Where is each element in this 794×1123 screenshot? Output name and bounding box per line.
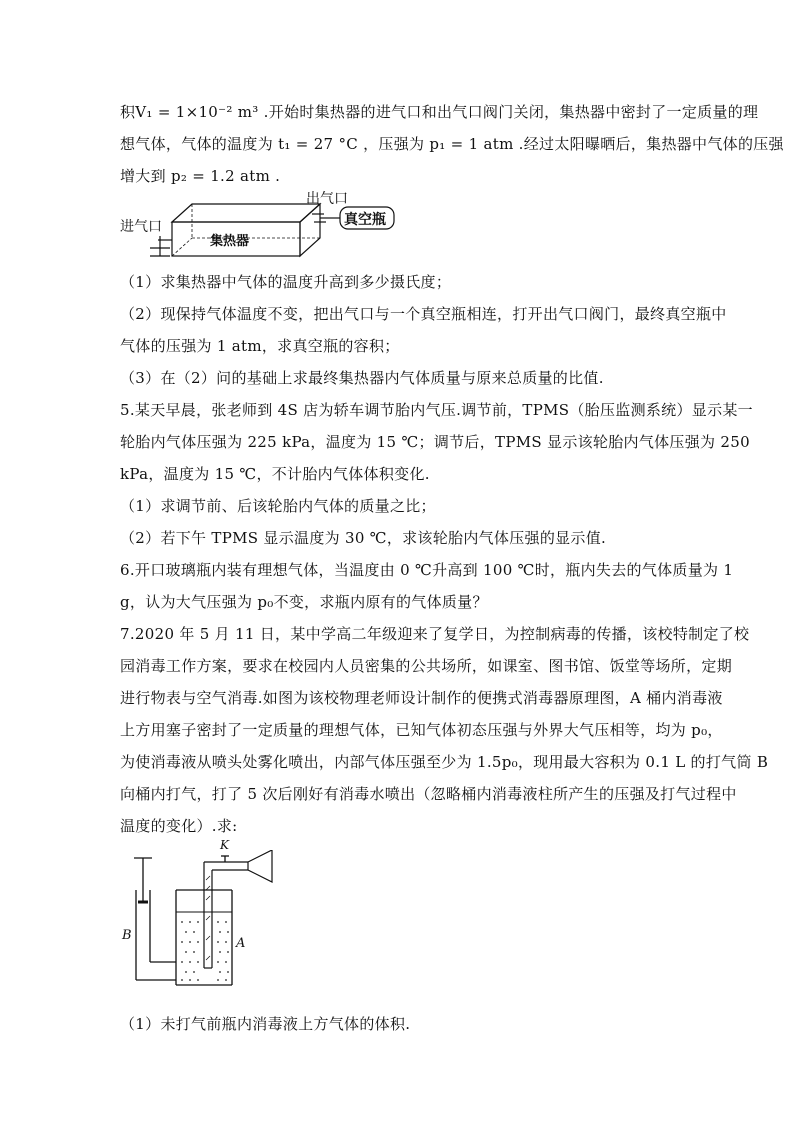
pump-b-label: B xyxy=(122,928,132,943)
q5-sub1: （1）求调节前、后该轮胎内气体的质量之比； xyxy=(120,497,436,515)
bucket-a-label: A xyxy=(236,936,246,951)
q5-sub2: （2）若下午 TPMS 显示温度为 30 ℃，求该轮胎内气体压强的显示值. xyxy=(120,529,607,547)
inlet-label: 进气口 xyxy=(120,219,162,235)
solar-collector-figure xyxy=(120,192,680,260)
intro-line-3: 增大到 p₂ = 1.2 atm . xyxy=(120,167,281,185)
sprayer-diagram xyxy=(120,850,280,1000)
q5-line3: kPa，温度为 15 ℃，不计胎内气体体积变化. xyxy=(120,465,430,483)
q7-line1: 7.2020 年 5 月 11 日，某中学高二年级迎来了复学日，为控制病毒的传播，该校特制定了校 xyxy=(120,625,750,643)
q6-line2: g，认为大气压强为 p₀不变，求瓶内原有的气体质量？ xyxy=(120,593,488,611)
q4-sub2-line2: 气体的压强为 1 atm，求真空瓶的容积； xyxy=(120,337,400,355)
q7-line4: 上方用塞子密封了一定质量的理想气体，已知气体初态压强与外界大气压相等，均为 p₀， xyxy=(120,721,723,739)
q4-sub3: （3）在（2）问的基础上求最终集热器内气体质量与原来总质量的比值. xyxy=(120,369,604,387)
q7-line6: 向桶内打气，打了 5 次后刚好有消毒水喷出（忽略桶内消毒液柱所产生的压强及打气过程中 xyxy=(120,785,737,803)
valve-k-label: K xyxy=(220,838,229,852)
document-page xyxy=(120,96,784,1040)
q5-line2: 轮胎内气体压强为 225 kPa，温度为 15 ℃；调节后，TPMS 显示该轮胎内气体压强为 250 xyxy=(120,433,750,451)
outlet-label: 出气口 xyxy=(306,191,348,207)
intro-line-1: 积V₁ = 1×10⁻² m³ .开始时集热器的进气口和出气口阀门关闭，集热器中密封了一定质量的理 xyxy=(120,103,759,121)
q4-sub2-line1: （2）现保持气体温度不变，把出气口与一个真空瓶相连，打开出气口阀门，最终真空瓶中 xyxy=(120,305,727,323)
q4-sub1: （1）求集热器中气体的温度升高到多少摄氏度； xyxy=(120,273,452,291)
intro-line-2: 想气体，气体的温度为 t₁ = 27 °C ，压强为 p₁ = 1 atm .经过太阳曝晒后，集热器中气体的压强 xyxy=(120,135,784,153)
q7-line5: 为使消毒液从喷头处雾化喷出，内部气体压强至少为 1.5p₀，现用最大容积为 0.1 L 的打气筒 B xyxy=(120,753,769,771)
sprayer-figure xyxy=(120,838,680,1000)
q7-line3: 进行物表与空气消毒.如图为该校物理老师设计制作的便携式消毒器原理图，A 桶内消毒液 xyxy=(120,689,723,707)
q5-line1: 5.某天早晨，张老师到 4S 店为轿车调节胎内气压.调节前，TPMS（胎压监测系统）显示某一 xyxy=(120,401,753,419)
q7-line7: 温度的变化）.求: xyxy=(120,817,238,835)
q6-line1: 6.开口玻璃瓶内装有理想气体，当温度由 0 ℃升高到 100 ℃时，瓶内失去的气体质量为 1 xyxy=(120,561,734,579)
collector-label: 集热器 xyxy=(210,234,250,249)
vacuum-bottle-label: 真空瓶 xyxy=(344,212,386,228)
q7-sub1: （1）未打气前瓶内消毒液上方气体的体积. xyxy=(120,1015,411,1033)
q7-line2: 园消毒工作方案，要求在校园内人员密集的公共场所，如课室、图书馆、饭堂等场所，定期 xyxy=(120,657,733,675)
